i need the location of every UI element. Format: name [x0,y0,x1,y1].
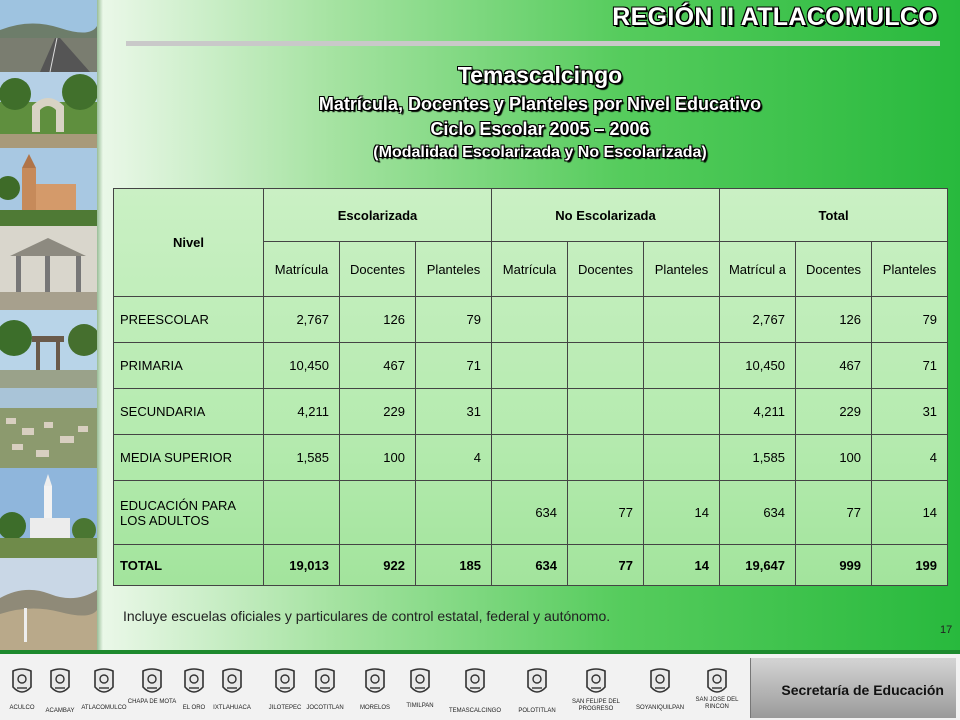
enrollment-table [113,188,948,586]
municipality-label: SAN JOSE DEL RINCON [695,697,739,710]
header-rule [126,41,940,46]
municipality-label: ACAMBAY [45,708,75,714]
aculco-glyph-icon [9,667,35,699]
cell-value: 31 [872,389,948,435]
municipality-label: JILOTEPEC [268,705,302,711]
cell-value: 10,450 [720,343,796,389]
cell-value [492,389,568,435]
municipality-label: SAN FELIPE DEL PROGRESO [571,699,621,712]
polotitlan-glyph-icon [524,667,550,699]
chapa-de-mota-glyph-icon [139,667,165,699]
cell-value: 71 [416,343,492,389]
photo-church-tower [0,468,97,558]
cell-value [644,343,720,389]
el-oro-glyph-icon [181,667,207,699]
total-value: 199 [872,545,948,586]
cell-value: 229 [796,389,872,435]
cell-value: 4 [872,435,948,481]
municipality-label: POLOTITLAN [518,708,556,714]
cell-value [416,481,492,545]
subheader-matricula: Matrícula [264,242,340,297]
cell-value [492,435,568,481]
cell-value: 229 [340,389,416,435]
row-level: EDUCACIÓN PARA LOS ADULTOS [114,481,264,545]
secretaria-logo-panel [750,658,956,718]
cell-value: 467 [340,343,416,389]
group-header-escolarizada: Escolarizada [264,189,492,242]
total-value: 19,013 [264,545,340,586]
total-value: 185 [416,545,492,586]
footnote: Incluye escuelas oficiales y particulares de control estatal, federal y autónomo. [123,608,611,624]
cell-value: 77 [796,481,872,545]
row-level: PREESCOLAR [114,297,264,343]
subheader-planteles: Planteles [644,242,720,297]
cell-value: 31 [416,389,492,435]
table-row [114,435,948,481]
municipality-title: Temascalcingo [457,62,623,88]
cell-value [644,435,720,481]
municipality-label: ACULCO [9,705,35,711]
cell-value [568,297,644,343]
cell-value: 2,767 [720,297,796,343]
cell-value [340,481,416,545]
photo-highway [0,0,97,72]
municipality-label: MORELOS [359,705,390,711]
table-row [114,297,948,343]
cell-value: 100 [340,435,416,481]
subheader-planteles: Planteles [416,242,492,297]
cell-value: 14 [872,481,948,545]
subheader-matricula: Matrícul a [720,242,796,297]
table-row [114,481,948,545]
row-level: SECUNDARIA [114,389,264,435]
total-value: 999 [796,545,872,586]
acambay-glyph-icon [47,667,73,699]
photo-plaza [0,310,97,388]
photo-town-aerial [0,388,97,468]
cell-value: 126 [796,297,872,343]
soyaniquilpan-glyph-icon [647,667,673,699]
photo-hills [0,558,97,650]
municipality-label: TIMILPAN [406,703,434,709]
cell-value: 100 [796,435,872,481]
morelos-glyph-icon [362,667,388,699]
strip-shadow [97,0,103,650]
municipality-label: ATLACOMULCO [81,705,127,711]
total-value: 77 [568,545,644,586]
cell-value: 1,585 [720,435,796,481]
subheader-matricula: Matrícula [492,242,568,297]
cell-value: 634 [492,481,568,545]
municipality-label: SOYANIQUILPAN [635,705,685,711]
cell-value [264,481,340,545]
municipality-label: CHAPA DE MOTA [127,699,177,705]
cell-value: 79 [872,297,948,343]
total-value: 19,647 [720,545,796,586]
total-value: 634 [492,545,568,586]
cell-value: 126 [340,297,416,343]
cell-value [644,297,720,343]
jocotitlan-glyph-icon [312,667,338,699]
report-subtitle: Matrícula, Docentes y Planteles por Nivel Educativo [318,94,762,114]
subheader-docentes: Docentes [796,242,872,297]
cell-value: 10,450 [264,343,340,389]
cell-value [568,389,644,435]
cell-value [492,297,568,343]
nivel-header: Nivel [114,189,264,297]
cell-value: 634 [720,481,796,545]
photo-arch-garden [0,72,97,148]
cell-value: 467 [796,343,872,389]
cell-value [492,343,568,389]
cell-value: 79 [416,297,492,343]
total-row [114,545,948,586]
municipality-label: TEMASCALCINGO [448,708,501,714]
jilotepec-glyph-icon [272,667,298,699]
cell-value [568,343,644,389]
cell-value: 4,211 [720,389,796,435]
municipality-label: EL ORO [182,705,206,711]
footer-rule [0,650,960,654]
municipality-label: JOCOTITLAN [306,705,344,711]
photo-church [0,148,97,226]
cell-value: 4 [416,435,492,481]
cell-value: 1,585 [264,435,340,481]
cell-value [644,389,720,435]
table-row [114,343,948,389]
timilpan-glyph-icon [407,667,433,699]
total-value: 922 [340,545,416,586]
subheader-docentes: Docentes [568,242,644,297]
cell-value: 2,767 [264,297,340,343]
total-label: TOTAL [114,545,264,586]
page-number: 17 [940,624,953,636]
row-level: PRIMARIA [114,343,264,389]
photo-strip [0,0,97,650]
subheader-docentes: Docentes [340,242,416,297]
modality-note: (Modalidad Escolarizada y No Escolarizada) [373,144,707,161]
photo-kiosk [0,226,97,310]
subheader-planteles: Planteles [872,242,948,297]
group-header-no-escolarizada: No Escolarizada [492,189,720,242]
temascalcingo-glyph-icon [462,667,488,699]
group-header-total: Total [720,189,948,242]
total-value: 14 [644,545,720,586]
san-jose-glyph-icon [704,667,730,699]
cell-value: 71 [872,343,948,389]
atlacomulco-glyph-icon [91,667,117,699]
cell-value: 14 [644,481,720,545]
municipality-label: IXTLAHUACA [213,705,251,711]
cell-value [568,435,644,481]
region-title: REGIÓN II ATLACOMULCO [612,3,938,31]
ixtlahuaca-glyph-icon [219,667,245,699]
cell-value: 77 [568,481,644,545]
school-cycle: Ciclo Escolar 2005 – 2006 [430,119,650,139]
row-level: MEDIA SUPERIOR [114,435,264,481]
organization-name: Secretaría de Educación [781,682,944,698]
table-row [114,389,948,435]
san-felipe-glyph-icon [583,667,609,699]
cell-value: 4,211 [264,389,340,435]
